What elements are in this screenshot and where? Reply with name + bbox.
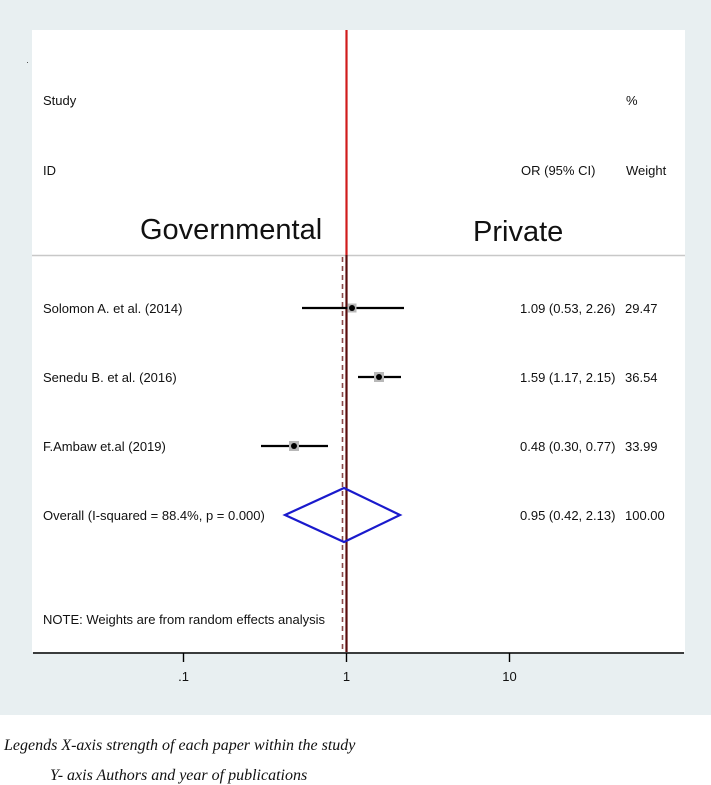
study-or-ci: 1.09 (0.53, 2.26)	[520, 301, 616, 316]
figure-caption-line-2: Y- axis Authors and year of publications	[50, 767, 308, 784]
column-header-weight: Weight	[626, 163, 667, 178]
overall-or-ci: 0.95 (0.42, 2.13)	[520, 508, 616, 523]
study-label: Senedu B. et al. (2016)	[43, 370, 177, 385]
column-header-percent: %	[626, 93, 638, 108]
weights-note: NOTE: Weights are from random effects analysis	[43, 612, 326, 627]
x-tick-label: 1	[342, 669, 351, 684]
study-row-2-marker	[358, 372, 401, 382]
overall-label: Overall (I-squared = 88.4%, p = 0.000)	[43, 508, 265, 523]
column-header-study: Study	[43, 93, 77, 108]
left-group-label: Governmental	[140, 214, 323, 246]
study-label: F.Ambaw et.al (2019)	[43, 439, 166, 454]
right-group-label: Private	[473, 216, 564, 248]
figure-caption-line-1: Legends X-axis strength of each paper within the study	[4, 737, 356, 754]
column-header-id: ID	[43, 163, 56, 178]
study-label: Solomon A. et al. (2014)	[43, 301, 183, 316]
study-row-3-marker	[261, 441, 328, 451]
study-weight: 29.47	[625, 301, 658, 316]
column-header-or-ci: OR (95% CI)	[521, 163, 596, 178]
study-weight: 36.54	[625, 370, 658, 385]
x-tick-label: .1	[178, 669, 189, 684]
study-row-1-marker	[302, 304, 404, 313]
study-weight: 33.99	[625, 439, 658, 454]
study-or-ci: 0.48 (0.30, 0.77)	[520, 439, 616, 454]
overall-weight: 100.00	[625, 508, 665, 523]
x-tick-label: 10	[502, 669, 517, 684]
study-or-ci: 1.59 (1.17, 2.15)	[520, 370, 616, 385]
overall-diamond	[285, 488, 400, 542]
